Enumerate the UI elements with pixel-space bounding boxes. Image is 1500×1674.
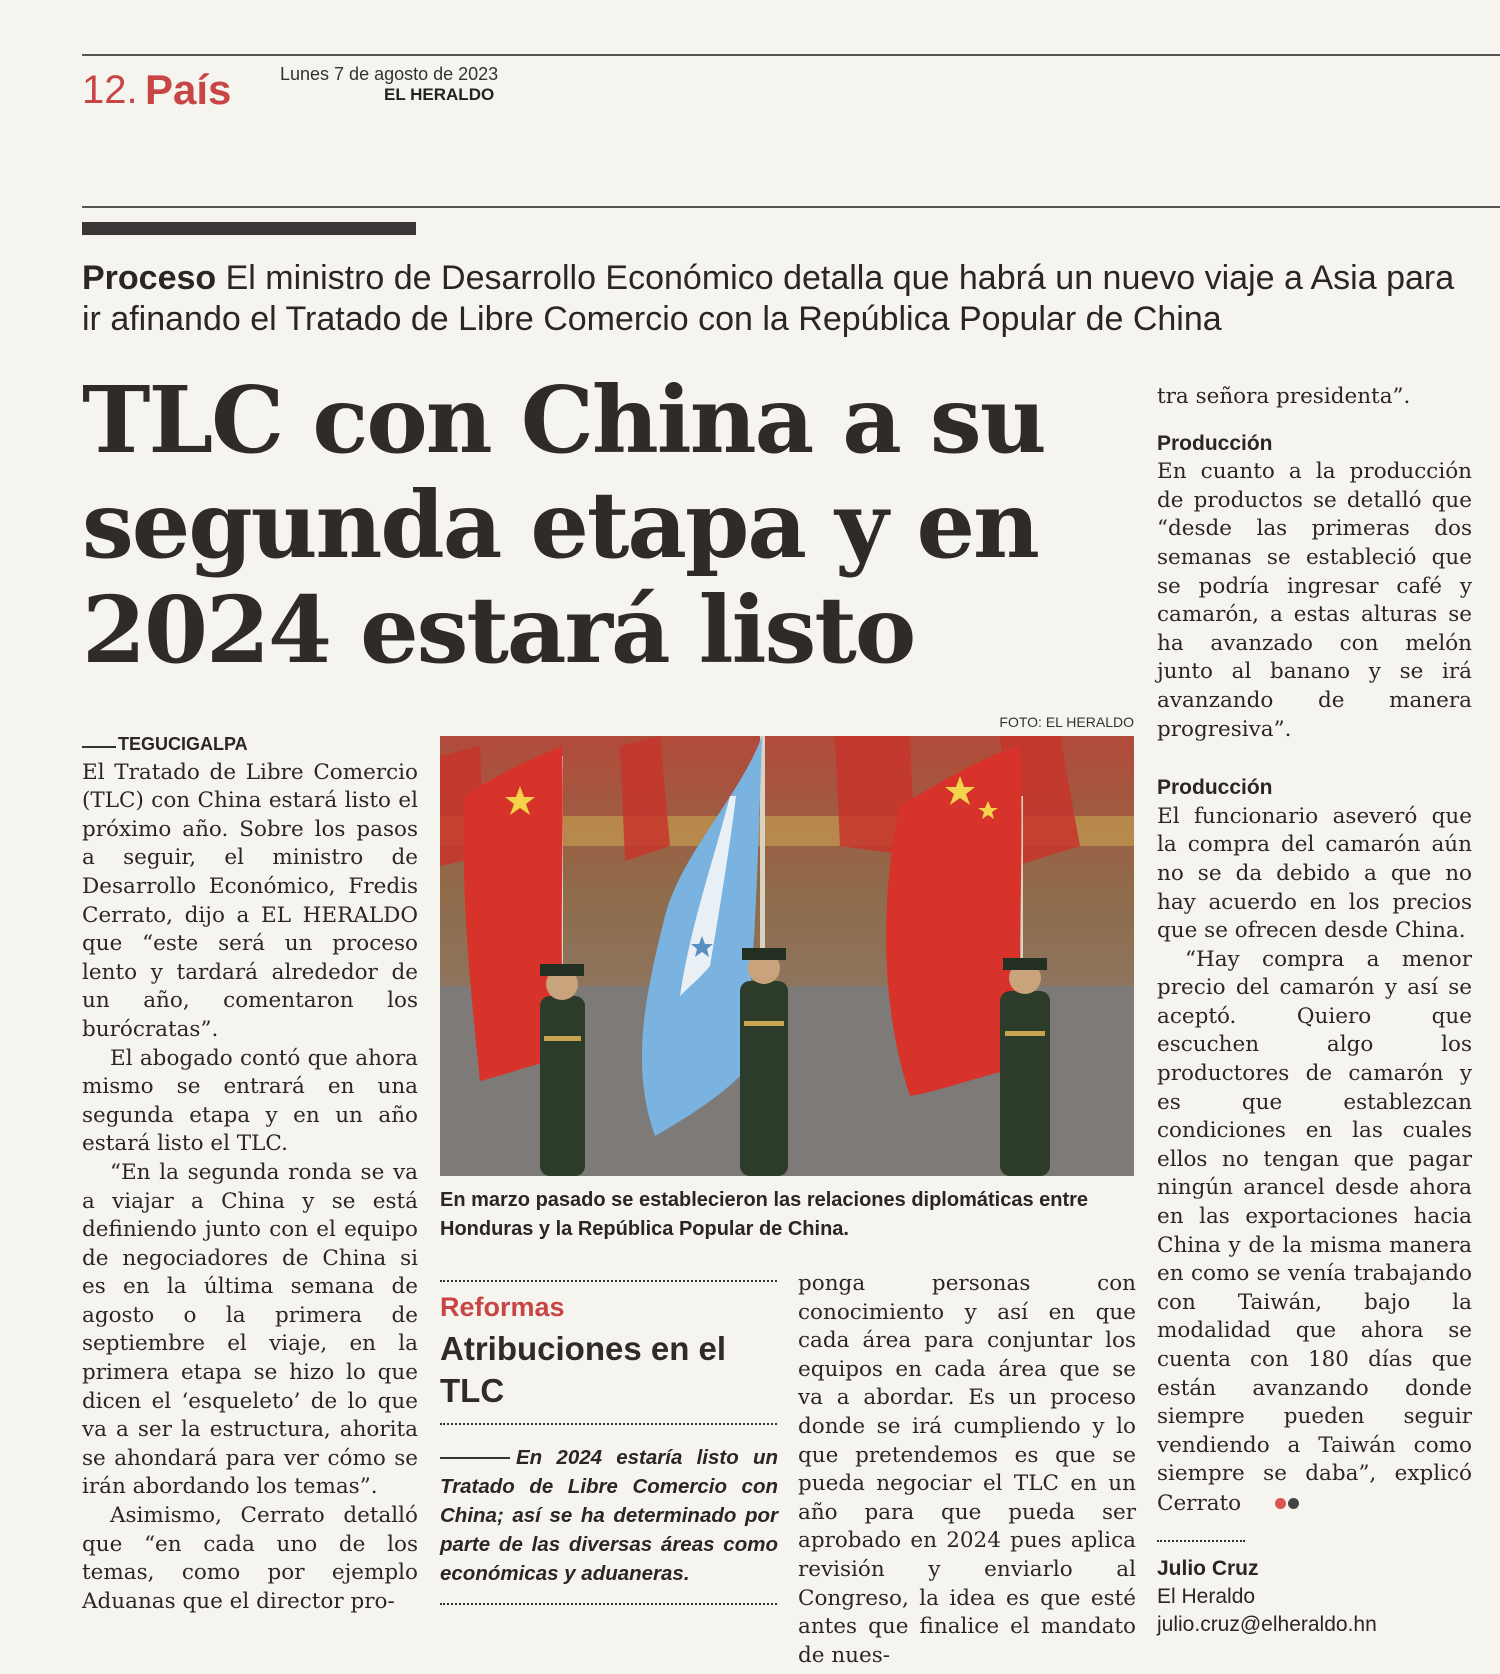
article-column-4 (1157, 383, 1472, 1519)
newspaper-name: EL HERALDO (384, 85, 495, 104)
paragraph-text: “Hay compra a menor precio del camarón y así se aceptó. Quiero que escuchen algo los productores de camarón y es que establezcan condiciones en las cuales ellos no tengan que pagar ningún arancel desde ahora en las exportaciones hacia China y de la misma manera en como se venía trabajando con Taiwán, bajo la modalidad que ahora se cuenta con 180 días que están avanzando donde siempre pueden seguir vendiendo a Taiwán como siempre se daba”, explicó Cerrato (1157, 946, 1472, 1516)
section-bar (82, 222, 416, 235)
header-rule (82, 206, 1500, 208)
dateline-city: TEGUCIGALPA (82, 734, 248, 754)
headline: TLC con China a su segunda etapa y en 2024 estará listo (82, 366, 1045, 684)
paragraph: El Tratado de Libre Comercio (TLC) con China estará listo el próximo año. Sobre los pasos a seguir, el ministro de Desarrollo Económico, Fredis Cerrato, dijo a EL HERALDO que “este será un proceso lento y tardará alrededor de un año, comentaron los burócratas”. (82, 759, 418, 1042)
box-divider (440, 1280, 777, 1282)
paragraph: Asimismo, Cerrato detalló que “en cada uno de los temas, como por ejemplo Aduanas que el director pro- (82, 1503, 418, 1614)
article-photo (440, 736, 1134, 1176)
box-title: Atribuciones en el TLC (440, 1330, 727, 1409)
author-name: Julio Cruz (1157, 1557, 1259, 1580)
subhead-produccion: Producción (1157, 431, 1273, 455)
paragraph-final (1157, 946, 1472, 1519)
article-column-3 (798, 1270, 1136, 1670)
deck-lead: Proceso (82, 259, 217, 297)
author-email: julio.cruz@elheraldo.hn (1157, 1613, 1377, 1636)
paragraph: En cuanto a la producción de productos se detalló que “desde las primeras dos semanas se estableció que se podría ingresar café y camarón, a estas alturas se ha avanzado con melón junto al banano y se irá avanzando de manera progresiva”. (1157, 459, 1472, 742)
photo-caption: En marzo pasado se establecieron las relaciones diplomáticas entre Honduras y la República Popular de China. (440, 1189, 1089, 1240)
box-summary (440, 1443, 778, 1588)
paragraph: tra señora presidenta”. (1157, 384, 1411, 409)
paragraph: El abogado contó que ahora mismo se entrará en una segunda etapa y en un año estará listo el TLC. (82, 1045, 418, 1157)
box-divider (440, 1423, 777, 1425)
photo-credit: FOTO: EL HERALDO (999, 714, 1134, 730)
deck-text: El ministro de Desarrollo Económico detalla que habrá un nuevo viaje a Asia para ir afinando el Tratado de Libre Comercio con la República Popular de China (82, 259, 1455, 338)
box-divider (440, 1603, 777, 1605)
paragraph: “En la segunda ronda se va a viajar a China y se está definiendo junto con el equipo de negociadores de China si es en la última semana de agosto o la primera de septiembre el viaje, en la primera etapa se hizo lo que dicen el ‘esqueleto’ de lo que va a ser la estructura, ahorita se ahondará para ver cómo se irán abordando los temas”. (82, 1159, 418, 1500)
box-lead-rule (440, 1457, 510, 1459)
paragraph: ponga personas con conocimiento y así en que cada área para conjuntar los equipos en cada área que se va a abordar. Es un proceso donde se irá cumpliendo y lo que pretendemos es que se pueda negociar el TLC en un año para que pueda ser aprobado en 2024 pues aplica revisión y enviarlo al Congreso, la idea es que esté antes que finalice el mandato de nues- (798, 1271, 1136, 1668)
author-organization: El Heraldo (1157, 1585, 1256, 1608)
box-summary-text: En 2024 estaría listo un Tratado de Libre Comercio con China; así se ha determinado por parte de las diversas áreas como económicas y aduaneras. (440, 1446, 778, 1585)
byline-rule (1157, 1540, 1245, 1542)
top-rule (82, 54, 1500, 56)
article-deck (82, 258, 1472, 340)
box-kicker: Reformas (440, 1292, 565, 1322)
flags-ceremony-illustration (440, 736, 1134, 1176)
paragraph: El funcionario aseveró que la compra del camarón aún no se da debido a que no hay acuerdo en los precios que se ofrecen desde China. (1157, 803, 1472, 944)
section-name: País (145, 66, 232, 113)
subhead-produccion: Producción (1157, 776, 1273, 800)
page-number: 12. (82, 68, 138, 112)
article-column-1 (82, 730, 418, 1616)
end-mark-icon (1245, 1489, 1299, 1518)
publication-date: Lunes 7 de agosto de 2023 (280, 64, 499, 84)
